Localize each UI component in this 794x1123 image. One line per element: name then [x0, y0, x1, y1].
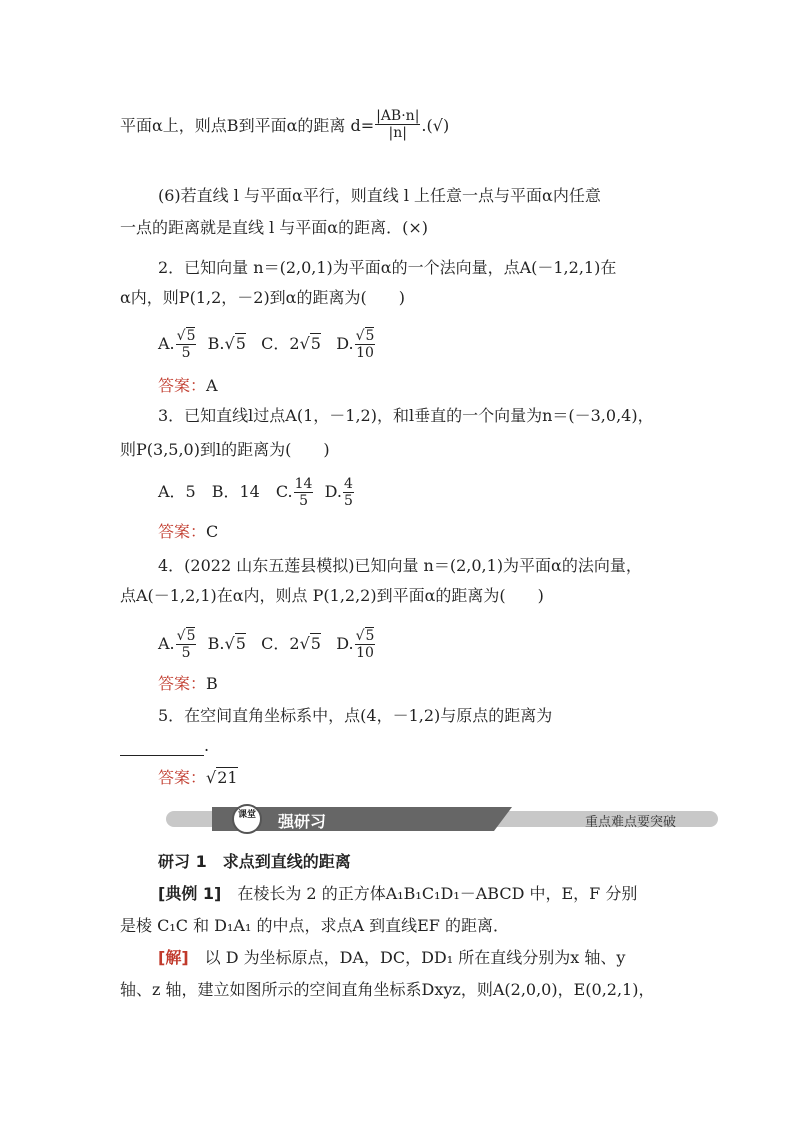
numerator: 4 — [343, 476, 353, 492]
radicand: 5 — [365, 628, 375, 644]
q5-answer — [158, 768, 238, 788]
numerator: 14 — [294, 476, 313, 492]
q5-stem-a: 5．在空间直角坐标系中，点(4，－1,2)与原点的距离为 — [158, 706, 553, 725]
option-a-value: $\frac{√5}{5}$ — [176, 628, 196, 661]
option-a-label: A. — [158, 634, 175, 653]
option-d-label: D. — [336, 334, 354, 353]
option-c-label: C．2 — [261, 334, 300, 353]
option-c-label: C．2 — [261, 634, 300, 653]
option-d-value: $\frac{√5}{10}$ — [355, 328, 375, 361]
fraction-numerator: |AB·n| — [376, 108, 420, 124]
option-b-label: B. — [207, 634, 225, 653]
option-d-value: $\frac{√5}{10}$ — [355, 628, 375, 661]
option-b-label: B. — [207, 334, 225, 353]
q4-stem-a: 4．(2022 山东五莲县模拟)已知向量 n＝(2,0,1)为平面α的法向量， — [158, 556, 642, 575]
solution-text: 以 D 为坐标原点，DA，DC，DD₁ 所在直线分别为x 轴、y — [188, 948, 626, 967]
answer-label: 答案： — [158, 674, 207, 693]
example-line-b: 是棱 C₁C 和 D₁A₁ 的中点，求点A 到直线EF 的距离． — [120, 916, 509, 935]
options-ab-c-label: A．5 B．14 C. — [158, 482, 293, 501]
radicand: 5 — [235, 634, 246, 653]
q2-answer — [158, 376, 218, 396]
solution-label: [解] — [158, 948, 189, 967]
option-b-value: √5 — [224, 634, 246, 653]
option-d-label: D. — [336, 634, 354, 653]
study-heading: 研习 1 求点到直线的距离 — [158, 852, 351, 871]
item6-close: ) — [421, 218, 428, 237]
option-a-label: A. — [158, 334, 175, 353]
q3-stem-a: 3．已知直线l过点A(1，－1,2)，和l垂直的一个向量为n＝(－3,0,4)， — [158, 406, 654, 425]
answer-value: B — [206, 674, 218, 693]
answer-value: A — [206, 376, 218, 395]
judgment-mark: × — [408, 218, 422, 237]
answer-blank — [120, 741, 204, 756]
answer-value: C — [206, 522, 219, 541]
denominator: 5 — [299, 493, 308, 509]
option-d-value — [343, 476, 354, 509]
q4-options — [158, 628, 376, 661]
q2-stem-b: α内，则P(1,2，－2)到α的距离为( ) — [120, 288, 405, 307]
item6-line-b — [120, 218, 428, 238]
option-a-value: $\frac{√5}{5}$ — [176, 328, 196, 361]
q2-options — [158, 328, 376, 361]
denominator: 5 — [343, 493, 353, 509]
denominator: 10 — [356, 645, 374, 661]
badge-text: 课堂 — [237, 810, 256, 820]
classroom-badge-icon — [232, 804, 262, 834]
q5-stem-b — [120, 736, 209, 756]
prev-line-text: 平面α上，则点B到平面α的距离 d= — [120, 116, 375, 135]
q4-answer — [158, 674, 218, 694]
q2-stem-a: 2．已知向量 n＝(2,0,1)为平面α的一个法向量，点A(－1,2,1)在 — [158, 258, 617, 277]
q3-options — [158, 476, 355, 509]
banner-title: 强研习 — [278, 812, 327, 831]
example-line-a — [158, 884, 637, 904]
radicand: 5 — [186, 628, 196, 644]
radicand: 5 — [186, 328, 196, 344]
example-text: 在棱长为 2 的正方体A₁B₁C₁D₁－ABCD 中，E，F 分别 — [221, 884, 638, 903]
option-c-value: √5 — [299, 334, 321, 353]
option-d-label: D. — [324, 482, 342, 501]
radicand: 5 — [235, 334, 246, 353]
denominator: 10 — [356, 345, 374, 361]
banner-subtitle: 重点难点要突破 — [584, 815, 676, 830]
fraction-denominator: |n| — [388, 125, 407, 141]
q3-stem-b: 则P(3,5,0)到l的距离为( ) — [120, 440, 330, 459]
prev-line — [120, 110, 449, 143]
item6-text: 一点的距离就是直线 l 与平面α的距离．( — [120, 218, 409, 237]
solution-line-a — [158, 948, 625, 968]
answer-value: √21 — [206, 768, 238, 787]
q3-answer — [158, 522, 218, 542]
section-banner — [166, 807, 718, 831]
option-c-value: √5 — [299, 634, 321, 653]
option-c-value — [294, 476, 314, 509]
option-b-value: √5 — [224, 334, 246, 353]
example-label: [典例 1] — [158, 884, 222, 903]
q4-stem-b: 点A(－1,2,1)在α内，则点 P(1,2,2)到平面α的距离为( ) — [120, 586, 544, 605]
solution-line-b: 轴、z 轴，建立如图所示的空间直角坐标系Dxyz，则A(2,0,0)，E(0,2,1)， — [120, 980, 655, 999]
answer-label: 答案： — [158, 768, 207, 787]
distance-fraction — [375, 108, 420, 141]
radicand: 21 — [217, 768, 238, 787]
answer-label: 答案： — [158, 376, 207, 395]
radicand: 5 — [310, 634, 321, 653]
denominator: 5 — [181, 645, 191, 661]
answer-label: 答案： — [158, 522, 207, 541]
denominator: 5 — [181, 345, 191, 361]
item6-line-a: (6)若直线 l 与平面α平行，则直线 l 上任意一点与平面α内任意 — [158, 186, 601, 205]
radicand: 5 — [365, 328, 375, 344]
period: . — [204, 736, 210, 755]
prev-line-mark: .(√) — [421, 116, 450, 135]
radicand: 5 — [310, 334, 321, 353]
